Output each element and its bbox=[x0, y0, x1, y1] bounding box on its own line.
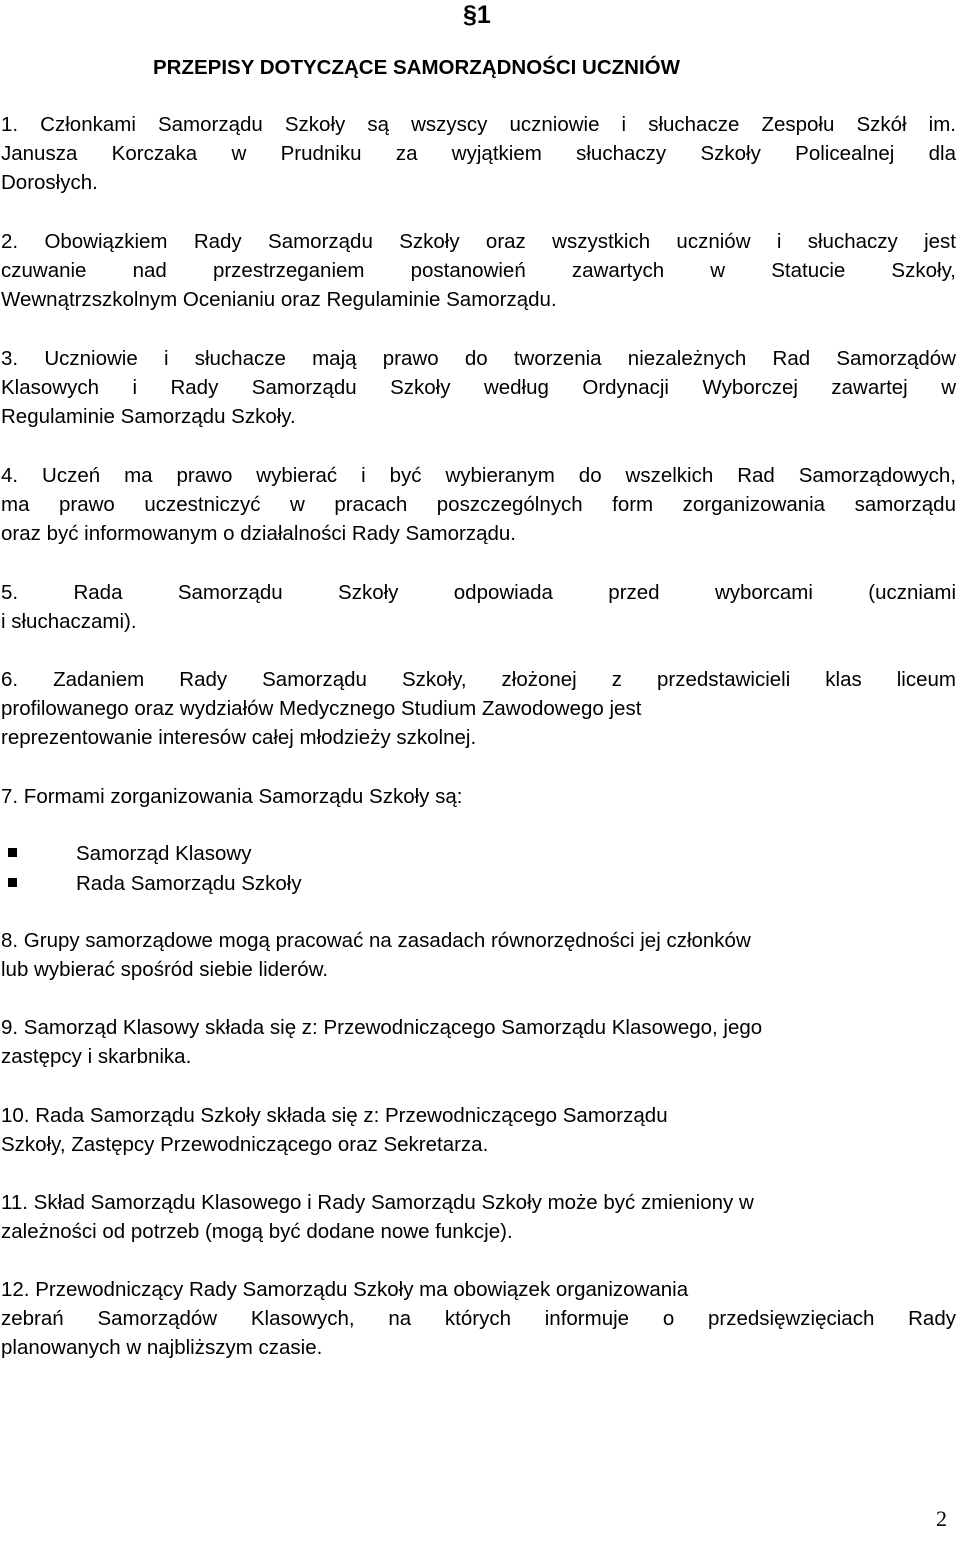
bullet-item bbox=[1, 839, 302, 869]
paragraph-line: Szkoły, Zastępcy Przewodniczącego oraz Sekretarza. bbox=[1, 1133, 489, 1156]
paragraph-line: Regulaminie Samorządu Szkoły. bbox=[1, 405, 296, 428]
paragraph-4 bbox=[1, 461, 956, 548]
paragraph-line: zależności od potrzeb (mogą być dodane nowe funkcje). bbox=[1, 1220, 513, 1243]
paragraph-line: 11. Skład Samorządu Klasowego i Rady Samorządu Szkoły może być zmieniony w bbox=[1, 1191, 754, 1214]
paragraph-line: lub wybierać spośród siebie liderów. bbox=[1, 958, 329, 981]
paragraph-line: 6. Zadaniem Rady Samorządu Szkoły, złożonej z przedstawicieli klas liceum bbox=[1, 668, 956, 691]
paragraph-3 bbox=[1, 344, 956, 431]
paragraph-line: 4. Uczeń ma prawo wybierać i być wybieranym do wszelkich Rad Samorządowych, bbox=[1, 464, 956, 487]
paragraph-line: i słuchaczami). bbox=[1, 610, 137, 633]
paragraph-line: Klasowych i Rady Samorządu Szkoły według Ordynacji Wyborczej zawartej w bbox=[1, 376, 956, 399]
paragraph-line: 3. Uczniowie i słuchacze mają prawo do tworzenia niezależnych Rad Samorządów bbox=[1, 347, 956, 370]
paragraph-8 bbox=[1, 926, 956, 984]
paragraph-line: profilowanego oraz wydziałów Medycznego Studium Zawodowego jest bbox=[1, 697, 642, 720]
square-bullet-icon bbox=[8, 878, 17, 887]
paragraph-2 bbox=[1, 227, 956, 314]
paragraph-line: 9. Samorząd Klasowy składa się z: Przewodniczącego Samorządu Klasowego, jego bbox=[1, 1016, 763, 1039]
bullet-item-label: Samorząd Klasowy bbox=[76, 842, 252, 865]
paragraph-line: Dorosłych. bbox=[1, 171, 98, 194]
paragraph-line: zastępcy i skarbnika. bbox=[1, 1045, 192, 1068]
paragraph-1 bbox=[1, 110, 956, 197]
square-bullet-icon bbox=[8, 848, 17, 857]
paragraph-line: 2. Obowiązkiem Rady Samorządu Szkoły oraz wszystkich uczniów i słuchaczy jest bbox=[1, 230, 956, 253]
paragraph-line: planowanych w najbliższym czasie. bbox=[1, 1336, 323, 1359]
bullet-item-label: Rada Samorządu Szkoły bbox=[76, 872, 302, 895]
paragraph-line: zebrań Samorządów Klasowych, na których informuje o przedsięwzięciach Rady bbox=[1, 1307, 956, 1330]
paragraph-line: 7. Formami zorganizowania Samorządu Szkoły są: bbox=[1, 785, 463, 808]
paragraph-line: 12. Przewodniczący Rady Samorządu Szkoły ma obowiązek organizowania bbox=[1, 1278, 689, 1301]
paragraph-line: 5. Rada Samorządu Szkoły odpowiada przed wyborcami (uczniami bbox=[1, 581, 956, 604]
paragraph-line: ma prawo uczestniczyć w pracach poszczególnych form zorganizowania samorządu bbox=[1, 493, 956, 516]
paragraph-5 bbox=[1, 578, 956, 636]
paragraph-9 bbox=[1, 1013, 956, 1071]
paragraph-6 bbox=[1, 665, 956, 752]
paragraph-line: 1. Członkami Samorządu Szkoły są wszyscy uczniowie i słuchacze Zespołu Szkół im. bbox=[1, 113, 956, 136]
bullet-list bbox=[1, 839, 302, 899]
paragraph-line: Janusza Korczaka w Prudniku za wyjątkiem słuchaczy Szkoły Policealnej dla bbox=[1, 142, 956, 165]
bullet-item bbox=[1, 869, 302, 899]
paragraph-7 bbox=[1, 782, 956, 811]
document-title: PRZEPISY DOTYCZĄCE SAMORZĄDNOŚCI UCZNIÓW bbox=[153, 56, 680, 79]
paragraph-line: 8. Grupy samorządowe mogą pracować na zasadach równorzędności jej członków bbox=[1, 929, 751, 952]
paragraph-line: czuwanie nad przestrzeganiem postanowień zawartych w Statucie Szkoły, bbox=[1, 259, 956, 282]
section-mark: §1 bbox=[463, 1, 491, 29]
page-number: 2 bbox=[936, 1506, 947, 1531]
paragraph-line: reprezentowanie interesów całej młodzieży szkolnej. bbox=[1, 726, 477, 749]
paragraph-line: oraz być informowanym o działalności Rady Samorządu. bbox=[1, 522, 517, 545]
paragraph-10 bbox=[1, 1101, 956, 1159]
paragraph-line: Wewnątrzszkolnym Ocenianiu oraz Regulaminie Samorządu. bbox=[1, 288, 557, 311]
paragraph-12 bbox=[1, 1275, 956, 1362]
paragraph-11 bbox=[1, 1188, 956, 1246]
paragraph-line: 10. Rada Samorządu Szkoły składa się z: Przewodniczącego Samorządu bbox=[1, 1104, 668, 1127]
